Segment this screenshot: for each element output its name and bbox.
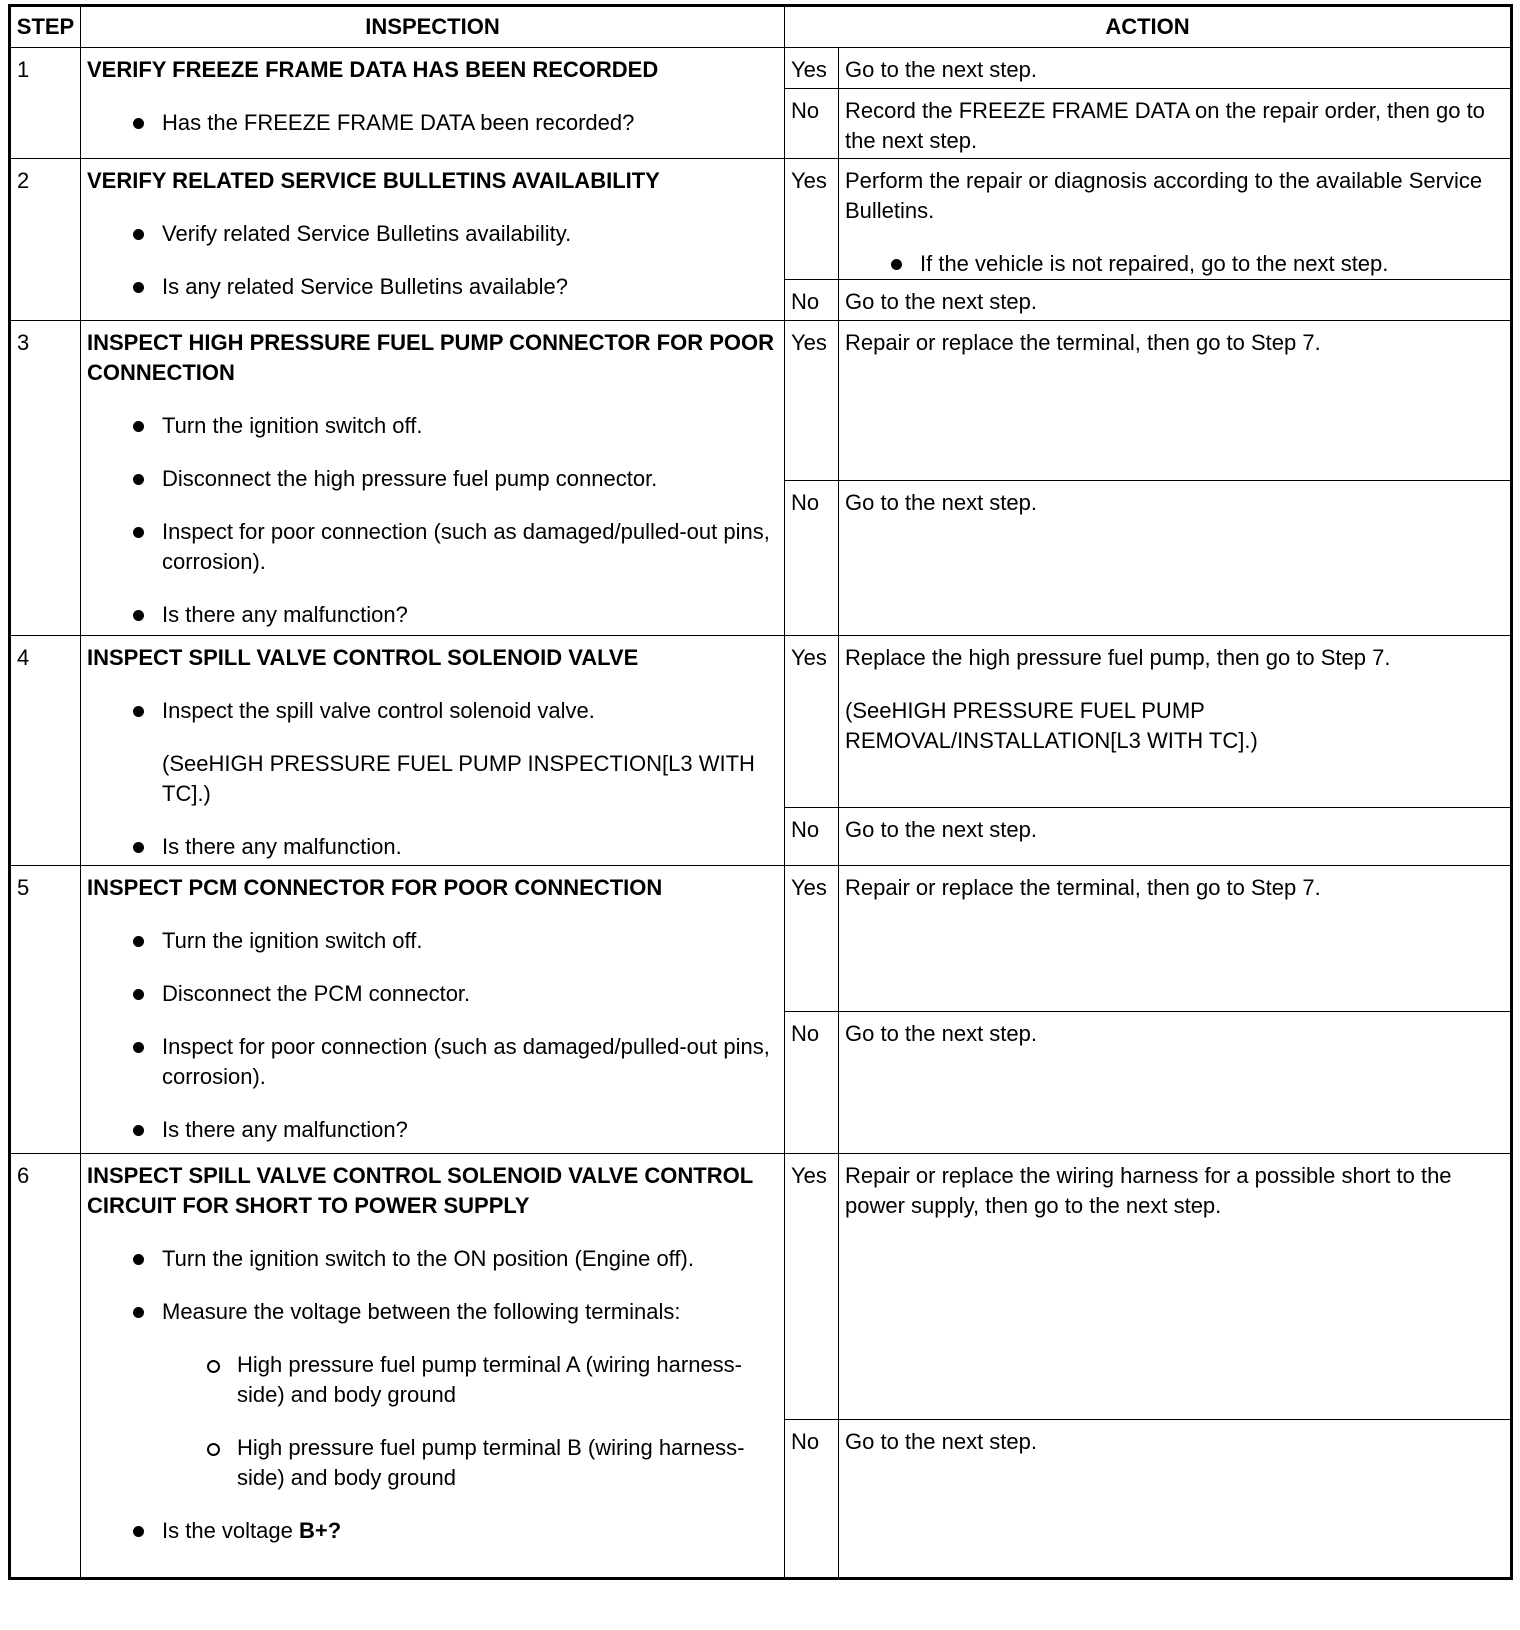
- yes-label: Yes: [785, 321, 839, 481]
- step-number: 5: [11, 866, 81, 1154]
- inspection-bullet: Disconnect the PCM connector.: [87, 979, 778, 1009]
- yes-action: Replace the high pressure fuel pump, then go to Step 7.: [845, 645, 1391, 670]
- inspection-bullet: Turn the ignition switch to the ON position (Engine off).: [87, 1244, 778, 1274]
- no-action: Go to the next step.: [839, 1012, 1511, 1154]
- yes-action: Repair or replace the terminal, then go to Step 7.: [839, 866, 1511, 1012]
- header-row: [11, 7, 1511, 48]
- step-number: 4: [11, 636, 81, 866]
- step-inspection: [81, 636, 785, 866]
- no-label: No: [785, 808, 839, 866]
- diagnostic-table: [10, 6, 1511, 1578]
- no-action: Go to the next step.: [839, 1420, 1511, 1578]
- inspection-bullet: Is there any malfunction?: [87, 1115, 778, 1145]
- inspection-bullet: Inspect for poor connection (such as damaged/pulled-out pins, corrosion).: [87, 1032, 778, 1092]
- yes-action-cell: [839, 636, 1511, 808]
- header-action: ACTION: [785, 7, 1511, 48]
- step-6-yes-row: [11, 1154, 1511, 1420]
- inspection-bullets: [87, 219, 778, 302]
- inspection-bullet: Turn the ignition switch off.: [87, 926, 778, 956]
- inspection-bullet: Verify related Service Bulletins availability.: [87, 219, 778, 249]
- yes-label: Yes: [785, 636, 839, 808]
- no-label: No: [785, 481, 839, 636]
- step-2-yes-row: [11, 159, 1511, 280]
- yes-action: Go to the next step.: [839, 48, 1511, 89]
- yes-label: Yes: [785, 1154, 839, 1420]
- step-4-yes-row: [11, 636, 1511, 808]
- step-inspection: [81, 866, 785, 1154]
- terminal-sub-bullet: High pressure fuel pump terminal A (wiring harness-side) and body ground: [87, 1350, 778, 1410]
- terminal-sub-bullets: [87, 1350, 778, 1493]
- yes-label: Yes: [785, 159, 839, 280]
- step-number: 3: [11, 321, 81, 636]
- step-number: 1: [11, 48, 81, 159]
- inspection-bullet: Is there any malfunction.: [87, 832, 778, 862]
- voltage-value: B+?: [298, 1518, 342, 1543]
- no-action: Go to the next step.: [839, 280, 1511, 321]
- inspection-bullet-text: Measure the voltage between the following terminals:: [162, 1299, 681, 1324]
- inspection-bullet: Inspect the spill valve control solenoid valve.: [87, 696, 778, 726]
- yes-action-cell: [839, 159, 1511, 280]
- yes-action-reference-note: (SeeHIGH PRESSURE FUEL PUMP REMOVAL/INSTALLATION[L3 WITH TC].): [845, 698, 1258, 753]
- inspection-bullets: [87, 108, 778, 138]
- yes-action: Perform the repair or diagnosis according to the available Service Bulletins.: [845, 168, 1483, 223]
- yes-action-bullets: [845, 249, 1504, 279]
- inspection-bullets: [87, 926, 778, 1145]
- step-number: 6: [11, 1154, 81, 1578]
- step-1-yes-row: [11, 48, 1511, 89]
- inspection-bullet: Is there any malfunction?: [87, 600, 778, 630]
- step-5-yes-row: [11, 866, 1511, 1012]
- step-inspection: [81, 48, 785, 159]
- yes-label: Yes: [785, 48, 839, 89]
- yes-action-bullet: If the vehicle is not repaired, go to the next step.: [845, 249, 1504, 279]
- no-label: No: [785, 89, 839, 159]
- step-title: VERIFY RELATED SERVICE BULLETINS AVAILABILITY: [87, 168, 660, 193]
- step-number: 2: [11, 159, 81, 321]
- no-action: Go to the next step.: [839, 808, 1511, 866]
- inspection-bullet: Has the FREEZE FRAME DATA been recorded?: [87, 108, 778, 138]
- step-inspection: [81, 1154, 785, 1578]
- voltage-question-text: Is the voltage: [162, 1518, 299, 1543]
- inspection-bullet: Disconnect the high pressure fuel pump connector.: [87, 464, 778, 494]
- step-inspection: [81, 159, 785, 321]
- no-label: No: [785, 1012, 839, 1154]
- no-label: No: [785, 280, 839, 321]
- inspection-bullet: [87, 1297, 778, 1493]
- inspection-bullet: Is any related Service Bulletins available?: [87, 272, 778, 302]
- inspection-bullet: Inspect for poor connection (such as damaged/pulled-out pins, corrosion).: [87, 517, 778, 577]
- inspection-bullets: [87, 696, 778, 862]
- inspection-bullets: [87, 411, 778, 630]
- inspection-bullets: [87, 1244, 778, 1546]
- step-title: VERIFY FREEZE FRAME DATA HAS BEEN RECORDED: [87, 57, 659, 82]
- step-title: INSPECT SPILL VALVE CONTROL SOLENOID VALVE: [87, 645, 639, 670]
- yes-action: Repair or replace the wiring harness for a possible short to the power supply, then go to the next step.: [839, 1154, 1511, 1420]
- header-inspection: INSPECTION: [81, 7, 785, 48]
- no-action: Go to the next step.: [839, 481, 1511, 636]
- step-inspection: [81, 321, 785, 636]
- header-step: STEP: [11, 7, 81, 48]
- yes-label: Yes: [785, 866, 839, 1012]
- yes-action: Repair or replace the terminal, then go to Step 7.: [839, 321, 1511, 481]
- no-action: Record the FREEZE FRAME DATA on the repair order, then go to the next step.: [839, 89, 1511, 159]
- step-title: INSPECT SPILL VALVE CONTROL SOLENOID VALVE CONTROL CIRCUIT FOR SHORT TO POWER SUPPLY: [87, 1163, 753, 1218]
- inspection-bullet: Turn the ignition switch off.: [87, 411, 778, 441]
- step-title: INSPECT HIGH PRESSURE FUEL PUMP CONNECTOR FOR POOR CONNECTION: [87, 330, 774, 385]
- no-label: No: [785, 1420, 839, 1578]
- step-title: INSPECT PCM CONNECTOR FOR POOR CONNECTION: [87, 875, 663, 900]
- inspection-reference-note: (SeeHIGH PRESSURE FUEL PUMP INSPECTION[L3 WITH TC].): [162, 751, 755, 806]
- inspection-bullet: [87, 1516, 778, 1546]
- step-3-yes-row: [11, 321, 1511, 481]
- terminal-sub-bullet: High pressure fuel pump terminal B (wiring harness-side) and body ground: [87, 1433, 778, 1493]
